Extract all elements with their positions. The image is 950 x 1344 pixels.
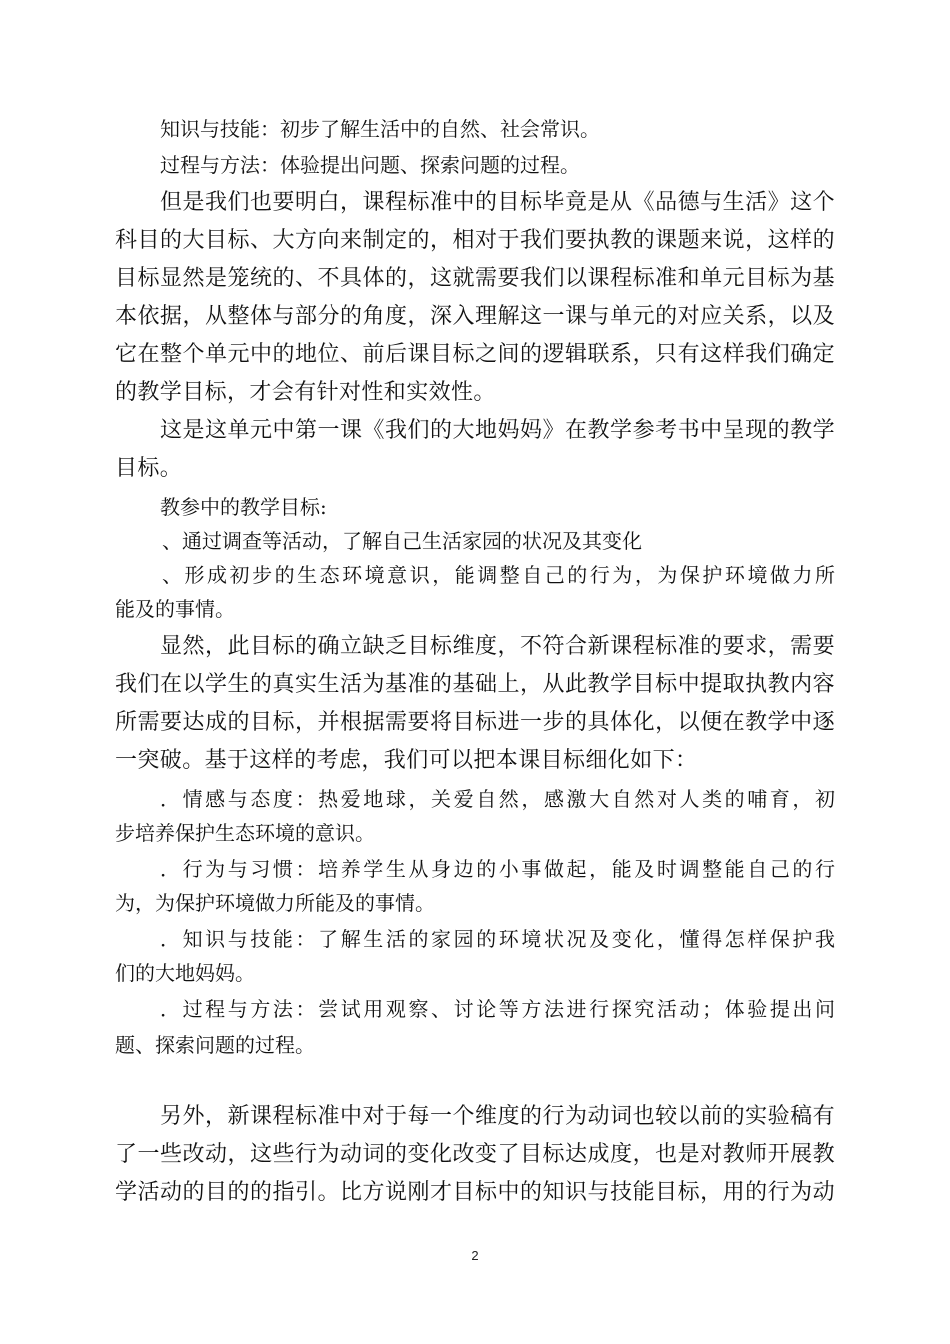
text-line: ．知识与技能：了解生活的家园的环境状况及变化，懂得怎样保护我 xyxy=(160,927,835,951)
text-line: 显然，此目标的确立缺乏目标维度，不符合新课程标准的要求，需要 xyxy=(160,634,835,659)
text-line: 科目的大目标、大方向来制定的，相对于我们要执教的课题来说，这样的 xyxy=(115,228,835,253)
text-line: 目标显然是笼统的、不具体的，这就需要我们以课程标准和单元目标为基 xyxy=(115,266,835,291)
text-line: 我们在以学生的真实生活为基准的基础上，从此教学目标中提取执教内容 xyxy=(115,672,835,697)
text-line: 但是我们也要明白，课程标准中的目标毕竟是从《品德与生活》这个 xyxy=(160,190,835,215)
text-line: 本依据，从整体与部分的角度，深入理解这一课与单元的对应关系，以及 xyxy=(115,304,835,329)
text-line: 们的大地妈妈。 xyxy=(115,961,255,985)
text-line: 、通过调查等活动，了解自己生活家园的状况及其变化 xyxy=(162,529,642,553)
text-line: 知识与技能：初步了解生活中的自然、社会常识。 xyxy=(160,117,600,141)
text-line: 另外，新课程标准中对于每一个维度的行为动词也较以前的实验稿有 xyxy=(160,1104,835,1129)
text-line: 的教学目标，才会有针对性和实效性。 xyxy=(115,380,496,405)
text-line: 学活动的目的的指引。比方说刚才目标中的知识与技能目标，用的行为动 xyxy=(115,1180,835,1205)
text-line: 步培养保护生态环境的意识。 xyxy=(115,821,375,845)
text-line: 能及的事情。 xyxy=(115,597,235,621)
text-line: ．情感与态度：热爱地球，关爱自然，感激大自然对人类的哺育，初 xyxy=(160,787,835,811)
text-line: 它在整个单元中的地位、前后课目标之间的逻辑联系，只有这样我们确定 xyxy=(115,342,835,367)
text-line: 这是这单元中第一课《我们的大地妈妈》在教学参考书中呈现的教学 xyxy=(160,418,835,443)
text-line: 为，为保护环境做力所能及的事情。 xyxy=(115,891,435,915)
text-line: 教参中的教学目标: xyxy=(160,495,327,519)
text-line: 题、探索问题的过程。 xyxy=(115,1033,315,1057)
text-line: 所需要达成的目标，并根据需要将目标进一步的具体化，以便在教学中逐 xyxy=(115,710,835,735)
text-line: 一突破。基于这样的考虑，我们可以把本课目标细化如下： xyxy=(115,748,698,773)
text-line: ．过程与方法：尝试用观察、讨论等方法进行探究活动；体验提出问 xyxy=(160,997,835,1021)
text-line: 、形成初步的生态环境意识，能调整自己的行为，为保护环境做力所 xyxy=(162,563,835,587)
text-line: 过程与方法：体验提出问题、探索问题的过程。 xyxy=(160,153,580,177)
text-line: 了一些改动，这些行为动词的变化改变了目标达成度，也是对教师开展教 xyxy=(115,1142,835,1167)
page-number: 2 xyxy=(471,1248,479,1263)
text-line: 目标。 xyxy=(115,456,183,481)
text-line: ．行为与习惯：培养学生从身边的小事做起，能及时调整能自己的行 xyxy=(160,857,835,881)
